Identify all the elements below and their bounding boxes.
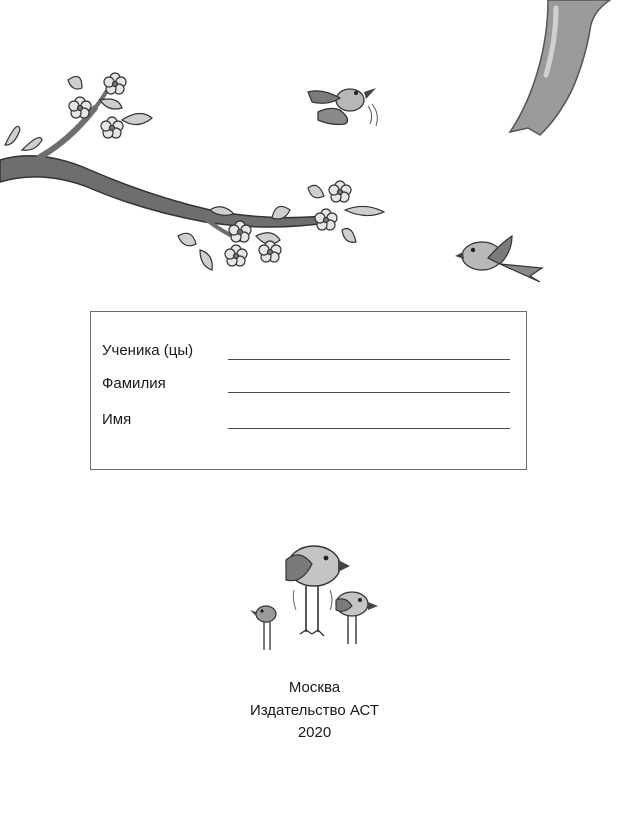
city: Москва <box>288 679 341 696</box>
student-write-line[interactable] <box>228 359 510 360</box>
form-row-name <box>102 410 510 430</box>
flying-bird-icon <box>308 88 377 126</box>
surname-write-line[interactable] <box>228 392 510 393</box>
student-label: Ученика (цы) <box>102 342 194 359</box>
publisher-name: Издательство АСТ <box>249 701 380 719</box>
flying-bird-icon <box>455 236 542 282</box>
bookmark-ribbon-icon <box>510 0 610 135</box>
name-label: Имя <box>102 411 132 428</box>
publisher-imprint <box>0 677 629 745</box>
form-row-surname <box>102 374 510 394</box>
standing-birds-illustration <box>250 546 378 650</box>
form-row-student <box>102 341 510 361</box>
name-write-line[interactable] <box>228 428 510 429</box>
publication-year: 2020 <box>297 724 332 741</box>
surname-label: Фамилия <box>102 375 166 392</box>
student-name-form <box>90 311 527 470</box>
